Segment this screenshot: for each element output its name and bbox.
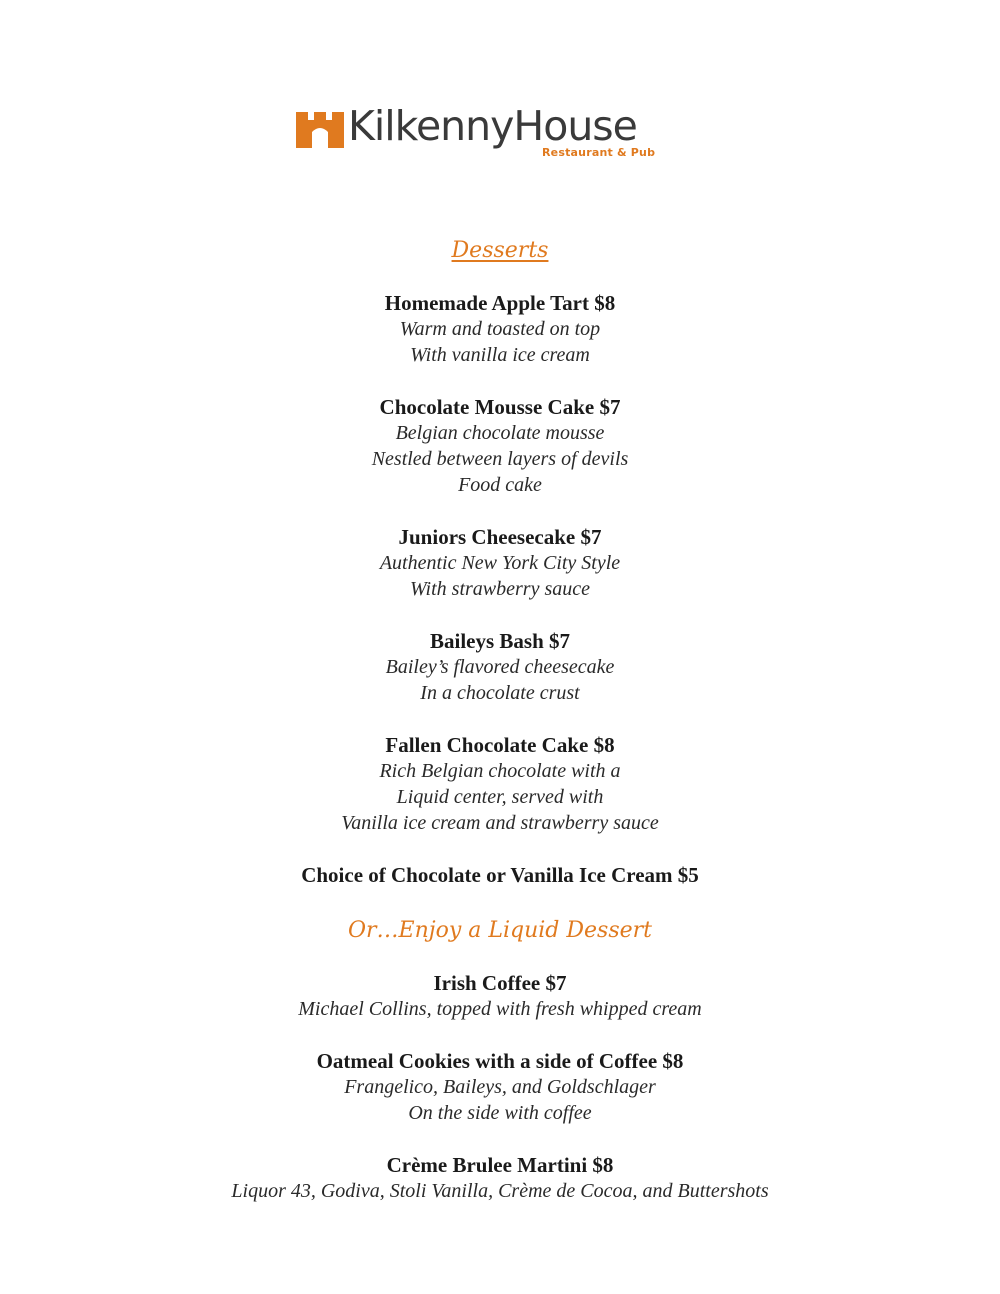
item-description: On the side with coffee [408, 1102, 592, 1124]
menu-item-creme-brulee-martini [0, 1152, 1000, 1204]
menu-item-oatmeal-cookies [0, 1048, 1000, 1126]
item-description: Rich Belgian chocolate with a [379, 760, 621, 782]
castle-tower-icon [296, 112, 344, 148]
item-description: Authentic New York City Style [379, 552, 621, 574]
item-description: Liquor 43, Godiva, Stoli Vanilla, Crème de Cocoa, and Buttershots [231, 1180, 769, 1202]
menu-item-apple-tart [0, 290, 1000, 368]
menu-item-ice-cream [0, 862, 1000, 888]
menu-item-chocolate-mousse-cake [0, 394, 1000, 498]
item-description: Liquid center, served with [396, 786, 604, 808]
item-description: Nestled between layers of devils [371, 448, 629, 470]
item-name: Chocolate Mousse Cake $7 [379, 395, 621, 419]
item-description: With vanilla ice cream [410, 344, 590, 366]
item-description: Vanilla ice cream and strawberry sauce [341, 812, 659, 834]
item-name: Juniors Cheesecake $7 [398, 525, 602, 549]
item-name: Fallen Chocolate Cake $8 [385, 733, 615, 757]
item-name: Oatmeal Cookies with a side of Coffee $8 [316, 1049, 684, 1073]
item-name: Homemade Apple Tart $8 [384, 291, 616, 315]
menu-item-juniors-cheesecake [0, 524, 1000, 602]
liquid-dessert-heading: Or…Enjoy a Liquid Dessert [347, 918, 652, 943]
item-name: Baileys Bash $7 [429, 629, 571, 653]
item-description: Warm and toasted on top [399, 318, 601, 340]
logo-wordmark: KilkennyHouse [348, 102, 637, 150]
item-description: Michael Collins, topped with fresh whipped cream [298, 998, 702, 1020]
item-name: Choice of Chocolate or Vanilla Ice Cream $5 [301, 863, 699, 887]
logo-tagline: Restaurant & Pub [542, 146, 656, 159]
item-description: In a chocolate crust [420, 682, 580, 704]
desserts-heading: Desserts [451, 238, 549, 263]
item-description: With strawberry sauce [410, 578, 590, 600]
restaurant-logo [296, 102, 696, 164]
item-description: Bailey’s flavored cheesecake [385, 656, 615, 678]
menu-item-fallen-chocolate-cake [0, 732, 1000, 836]
item-description: Food cake [458, 474, 542, 496]
item-name: Irish Coffee $7 [433, 971, 567, 995]
item-description: Belgian chocolate mousse [395, 422, 605, 444]
item-description: Frangelico, Baileys, and Goldschlager [344, 1076, 656, 1098]
menu-item-baileys-bash [0, 628, 1000, 706]
item-name: Crème Brulee Martini $8 [386, 1153, 614, 1177]
menu-item-irish-coffee [0, 970, 1000, 1022]
dessert-menu [0, 234, 1000, 1204]
